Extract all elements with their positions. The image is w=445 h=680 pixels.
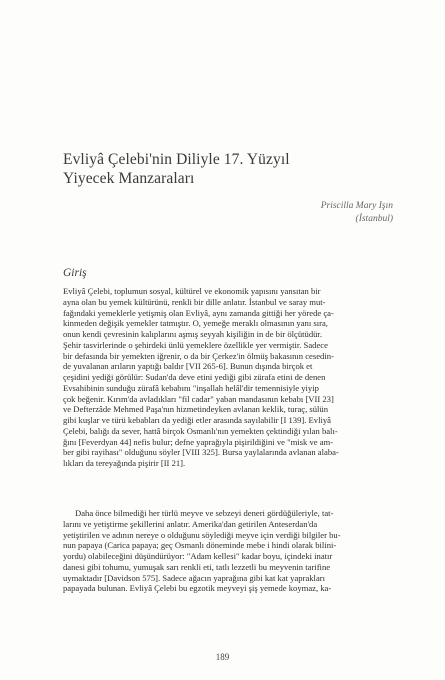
text-line: çeşidini yediği görülür: Sudan'da deve etini yediği gibi zürafa etini de denen [63,372,326,382]
author-name: Priscilla Mary Işın [320,201,393,211]
text-line: kinmeden değişik yemekler tatmıştır. O, yemeğe meraklı olmasının yanı sıra, [63,318,328,329]
article-title [63,150,393,188]
section-heading: Giriş [63,267,87,279]
text-line: ğını [Feverdyan 44] nefis bulur; defne yaprağıyla pişirildiğini ve "misk ve am- [63,436,334,447]
text-line: Daha önce bilmediği her türlü meyve ve sebzeyi deneri gördüğüleriyle, tat- [75,508,334,518]
article-title-line-1: Evliyâ Çelebi'nin Diliyle 17. Yüzyıl [63,151,290,168]
text-line: Evsahibinin sunduğu zürafâ kebabını "inşallah helâl'dir temennisiyle yiyip [63,382,319,393]
text-line: papayada bulunan. Evliyâ Çelebi bu egzotik meyveyi şiş yemede koymaz, ka- [63,583,332,594]
text-line: fağındaki yemeklerle yetişmiş olan Evliyâ, aynı zamanda gittiği her yörede ça- [63,307,334,318]
article-title-line-2: Yiyecek Manzaraları [63,170,195,187]
page-number: 189 [215,652,230,662]
text-line: Şehir tasvirlerinde o şehirdeki ünlü yemeklere özellikle yer vermiştir. Sadece [63,339,328,350]
text-line: lıkları da tereyağında pişirir [II 21]. [63,458,186,468]
text-line: yetiştirilen ve adının nereye o olduğunu söylediği meyve için verdiği bilgiler bu- [63,529,341,540]
body-paragraph-1 [63,286,394,469]
text-line: ve Defterzâde Mehmed Paşa'nın hizmetindeyken avlanan keklik, turaç, sülün [63,404,328,415]
text-line: danesi gibi tohumu, yumuşak sarı renkli eti, tatlı lezzetli bu meyvenin tarifine [63,561,331,572]
text-line: Çelebi, balığı da sever, hattâ birçok Osmanlı'nın yemekten çektindiği yılan balı- [63,425,338,436]
text-line: Evliyâ Çelebi, toplumun sosyal, kültürel ve ekonomik yapısını yansıtan bir [63,286,321,296]
text-line: nun papaya (Carica papaya; geç Osmanlı döneminde mebe i hindi olarak bilini- [63,540,337,551]
text-line: ber gibi rayihası" olduğunu söyler [VIII 325]. Bursa yaylalarında avlanan alaba- [63,447,339,458]
text-line: de yuvalanan arıların yaptığı baldır [VII 265-6]. Bunun dışında birçok et [63,361,313,372]
author-affiliation: (İstanbul) [355,214,393,224]
text-line: ayna olan bu yemek kültürünü, renkli bir dille anlatır. İstanbul ve saray mut- [63,296,326,307]
text-line: gibi kuşlar ve türü kebabları da yediği etler arasında sayılabilir [I 139]. Evliyâ [63,415,331,425]
text-line: yordu) olabileceğini düşündürüyor: "Adam kellesi" kadar boyu, içindeki inatır [63,551,333,561]
text-line: larını ve yetiştirme şekillerini anlatır. Amerika'dan getirilen Anteserdan'da [63,518,318,529]
body-paragraph-2 [63,508,394,594]
author-block [321,200,393,226]
text-line: çok beğenir. Kırım'da avladıkları "fil cadar" yaban mandasının kebabı [VII 23] [63,393,334,404]
text-line: bir defasında bir yemekten iğrenir, o da bir Çerkez'in ölmüş bakasının cesedin- [63,350,334,361]
text-line: uymaktadır [Davidson 575]. Sadece ağacın yaprağına gibi kat kat yaprakları [63,572,326,583]
text-line: onun kendi çevresinin kalıplarını aşmış seyyah kişiliğin in de bir ölçütüdür. [63,329,322,339]
